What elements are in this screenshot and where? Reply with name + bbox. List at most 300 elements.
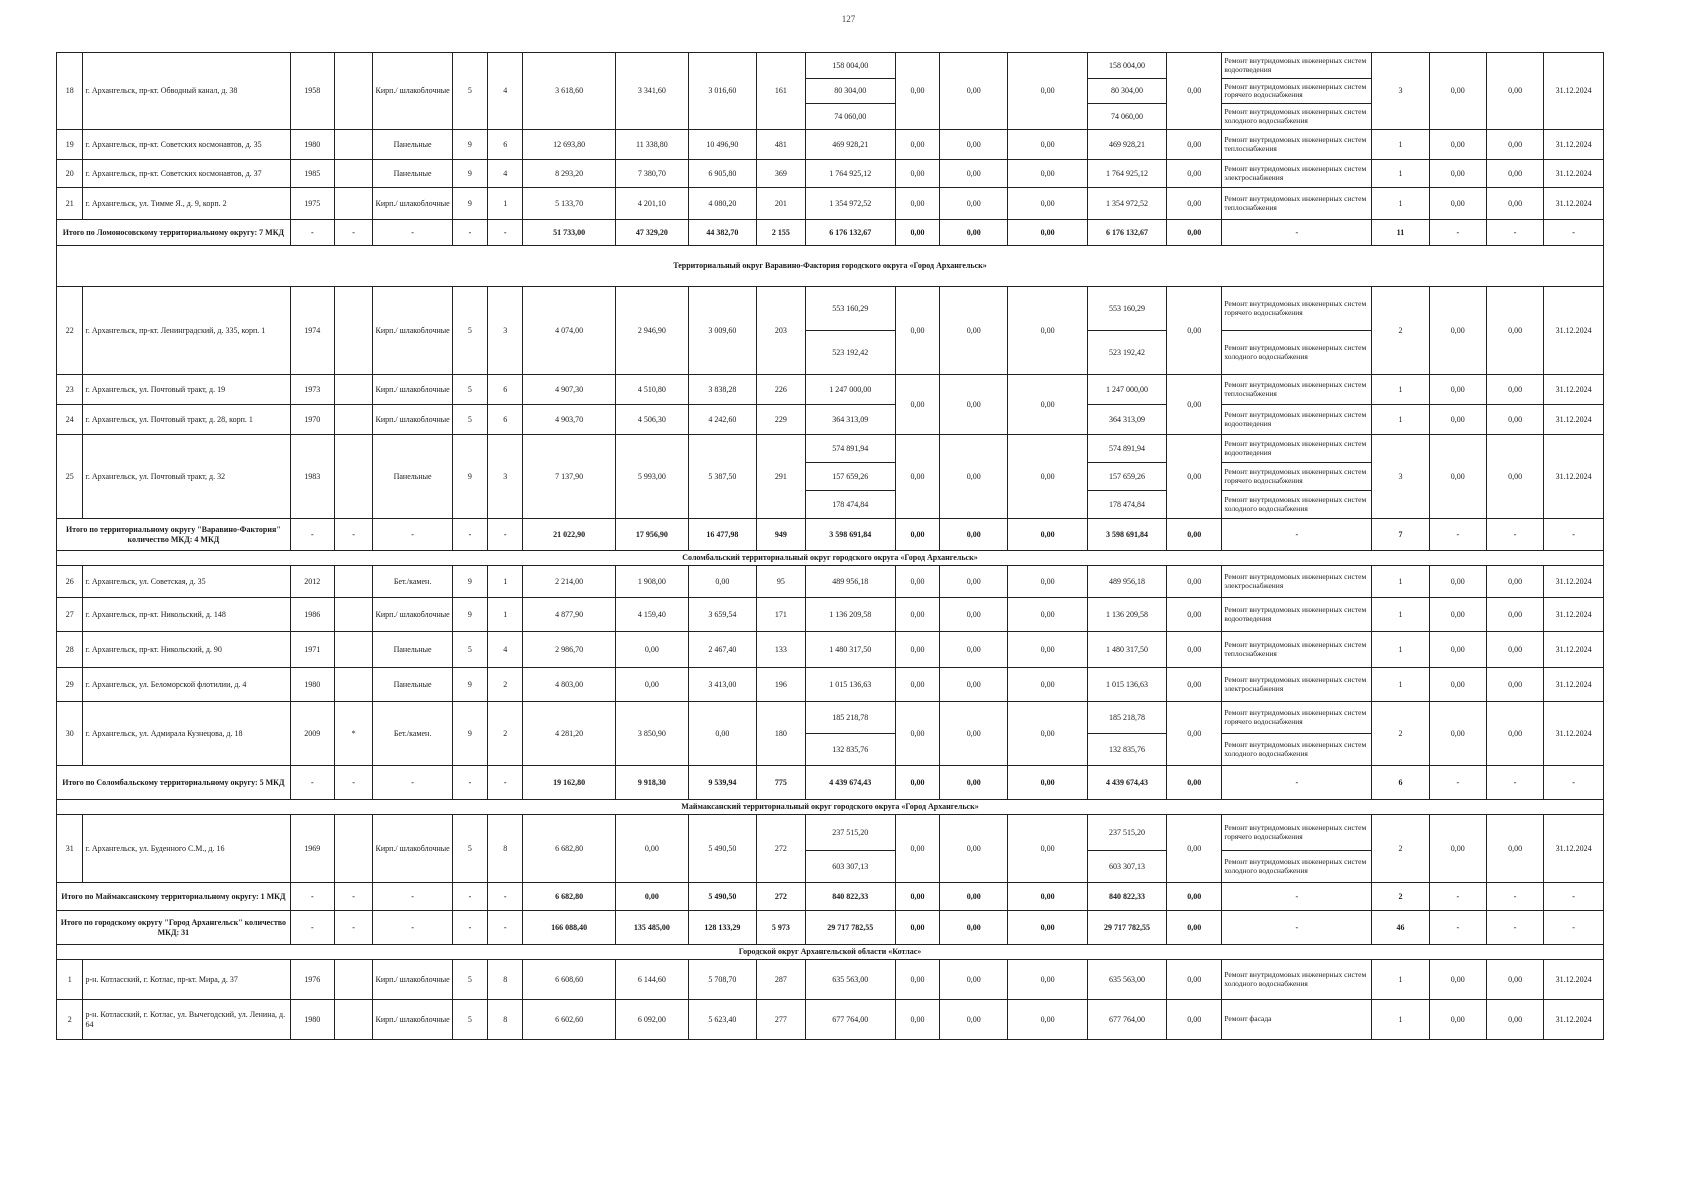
premises-area: 3 341,60	[615, 53, 688, 130]
cost: 80 304,00	[805, 79, 895, 104]
value-2: 0,00	[1486, 668, 1543, 702]
fund-local: 0,00	[1008, 375, 1087, 435]
work-type: Ремонт внутридомовых инженерных систем холодного водоснабжения	[1222, 331, 1372, 375]
fund-regional: 0,00	[940, 287, 1008, 375]
fund-federal: 0,00	[896, 960, 940, 1000]
work-type: Ремонт внутридомовых инженерных систем теплоснабжения	[1222, 188, 1372, 220]
fund-federal: 0,00	[896, 160, 940, 188]
other-funds: 0,00	[1167, 960, 1222, 1000]
year: 1970	[290, 405, 334, 435]
residential-area: 5 490,50	[688, 815, 756, 883]
fund-local: 0,00	[1008, 160, 1087, 188]
work-count: 1	[1372, 632, 1429, 668]
owners-funds: 178 474,84	[1087, 491, 1166, 519]
premises-area: 4 510,80	[615, 375, 688, 405]
residents: 171	[757, 598, 806, 632]
value-2: 0,00	[1486, 287, 1543, 375]
floors: 9	[452, 668, 487, 702]
owners-funds: 4 439 674,43	[1087, 766, 1166, 800]
premises-area: 4 201,10	[615, 188, 688, 220]
row-number: 30	[57, 702, 83, 766]
residential-area: 4 080,20	[688, 188, 756, 220]
owners-funds: 80 304,00	[1087, 79, 1166, 104]
other-funds: 0,00	[1167, 220, 1222, 246]
cost: 178 474,84	[805, 491, 895, 519]
fund-regional: 0,00	[940, 188, 1008, 220]
fund-regional: 0,00	[940, 815, 1008, 883]
cost: 1 354 972,52	[805, 188, 895, 220]
work-count: 7	[1372, 519, 1429, 551]
cost: 158 004,00	[805, 53, 895, 79]
dash: -	[1429, 766, 1486, 800]
work-type: Ремонт внутридомовых инженерных систем горячего водоснабжения	[1222, 702, 1372, 734]
residents: 95	[757, 566, 806, 598]
entrances: 8	[488, 960, 523, 1000]
total-area: 8 293,20	[523, 160, 616, 188]
fund-federal: 0,00	[896, 188, 940, 220]
year: 2009	[290, 702, 334, 766]
dash: -	[1486, 519, 1543, 551]
fund-local: 0,00	[1008, 632, 1087, 668]
dash: -	[334, 766, 373, 800]
residents: 949	[757, 519, 806, 551]
fund-local: 0,00	[1008, 883, 1087, 911]
value-2: 0,00	[1486, 960, 1543, 1000]
fund-regional: 0,00	[940, 883, 1008, 911]
other-funds: 0,00	[1167, 815, 1222, 883]
dash: -	[1222, 220, 1372, 246]
residents: 133	[757, 632, 806, 668]
wall-material: Кирп./ шлакоблочные	[373, 960, 452, 1000]
year: 1980	[290, 130, 334, 160]
entrances: 4	[488, 160, 523, 188]
deadline: 31.12.2024	[1544, 598, 1604, 632]
deadline: 31.12.2024	[1544, 815, 1604, 883]
dash: -	[373, 220, 452, 246]
other-funds: 0,00	[1167, 766, 1222, 800]
owners-funds: 553 160,29	[1087, 287, 1166, 331]
wall-material: Бет./камен.	[373, 702, 452, 766]
total-area: 5 133,70	[523, 188, 616, 220]
work-count: 1	[1372, 188, 1429, 220]
row-number: 24	[57, 405, 83, 435]
flag-cell	[334, 815, 373, 883]
fund-regional: 0,00	[940, 632, 1008, 668]
table-row	[57, 566, 1604, 598]
address: г. Архангельск, ул. Адмирала Кузнецова, д. 18	[83, 702, 290, 766]
table-row	[57, 375, 1604, 405]
fund-local: 0,00	[1008, 815, 1087, 883]
entrances: 1	[488, 566, 523, 598]
address: г. Архангельск, ул. Почтовый тракт, д. 19	[83, 375, 290, 405]
year: 1980	[290, 1000, 334, 1040]
cost: 4 439 674,43	[805, 766, 895, 800]
premises-area: 6 092,00	[615, 1000, 688, 1040]
residential-area: 10 496,90	[688, 130, 756, 160]
cost: 840 822,33	[805, 883, 895, 911]
floors: 9	[452, 160, 487, 188]
subtotal-label: Итого по Соломбальскому территориальному округу: 5 МКД	[57, 766, 291, 800]
flag-cell	[334, 632, 373, 668]
owners-funds: 523 192,42	[1087, 331, 1166, 375]
fund-local: 0,00	[1008, 668, 1087, 702]
floors: 5	[452, 1000, 487, 1040]
row-number: 22	[57, 287, 83, 375]
dash: -	[488, 220, 523, 246]
fund-local: 0,00	[1008, 220, 1087, 246]
fund-local: 0,00	[1008, 702, 1087, 766]
floors: 9	[452, 566, 487, 598]
owners-funds: 1 015 136,63	[1087, 668, 1166, 702]
owners-funds: 185 218,78	[1087, 702, 1166, 734]
owners-funds: 1 136 209,58	[1087, 598, 1166, 632]
dash: -	[1222, 911, 1372, 945]
flag-cell	[334, 566, 373, 598]
year: 1974	[290, 287, 334, 375]
wall-material: Кирп./ шлакоблочные	[373, 1000, 452, 1040]
work-type: Ремонт внутридомовых инженерных систем горячего водоснабжения	[1222, 815, 1372, 851]
flag-cell	[334, 405, 373, 435]
row-number: 23	[57, 375, 83, 405]
flag-cell	[334, 287, 373, 375]
subtotal-label: Итого по территориальному округу "Варавино-Фактория" количество МКД: 4 МКД	[57, 519, 291, 551]
section-row	[57, 945, 1604, 960]
row-number: 27	[57, 598, 83, 632]
owners-funds: 1 480 317,50	[1087, 632, 1166, 668]
table-row	[57, 160, 1604, 188]
fund-regional: 0,00	[940, 566, 1008, 598]
cost: 1 764 925,12	[805, 160, 895, 188]
year: 1986	[290, 598, 334, 632]
owners-funds: 364 313,09	[1087, 405, 1166, 435]
residential-area: 128 133,29	[688, 911, 756, 945]
address: р-н. Котласский, г. Котлас, ул. Вычегодский, ул. Ленина, д. 64	[83, 1000, 290, 1040]
other-funds: 0,00	[1167, 519, 1222, 551]
wall-material: Кирп./ шлакоблочные	[373, 598, 452, 632]
dash: -	[1429, 519, 1486, 551]
section-row	[57, 246, 1604, 287]
flag-cell	[334, 160, 373, 188]
total-area: 166 088,40	[523, 911, 616, 945]
dash: -	[334, 220, 373, 246]
work-type: Ремонт внутридомовых инженерных систем водоотведения	[1222, 53, 1372, 79]
fund-federal: 0,00	[896, 287, 940, 375]
residential-area: 5 387,50	[688, 435, 756, 519]
table-row	[57, 598, 1604, 632]
residential-area: 44 382,70	[688, 220, 756, 246]
cost: 635 563,00	[805, 960, 895, 1000]
total-area: 4 877,90	[523, 598, 616, 632]
fund-local: 0,00	[1008, 566, 1087, 598]
row-number: 1	[57, 960, 83, 1000]
work-type: Ремонт внутридомовых инженерных систем электроснабжения	[1222, 668, 1372, 702]
residents: 287	[757, 960, 806, 1000]
dash: -	[452, 911, 487, 945]
cost: 6 176 132,67	[805, 220, 895, 246]
premises-area: 4 159,40	[615, 598, 688, 632]
wall-material: Панельные	[373, 632, 452, 668]
cost: 469 928,21	[805, 130, 895, 160]
premises-area: 0,00	[615, 815, 688, 883]
year: 1983	[290, 435, 334, 519]
address: г. Архангельск, пр-кт. Ленинградский, д. 335, корп. 1	[83, 287, 290, 375]
work-type: Ремонт внутридомовых инженерных систем холодного водоснабжения	[1222, 104, 1372, 130]
dash: -	[290, 911, 334, 945]
work-type: Ремонт внутридомовых инженерных систем теплоснабжения	[1222, 632, 1372, 668]
value-1: 0,00	[1429, 435, 1486, 519]
dash: -	[334, 519, 373, 551]
entrances: 3	[488, 435, 523, 519]
wall-material: Кирп./ шлакоблочные	[373, 287, 452, 375]
residents: 161	[757, 53, 806, 130]
flag-cell	[334, 130, 373, 160]
section-row	[57, 800, 1604, 815]
other-funds: 0,00	[1167, 375, 1222, 435]
work-count: 1	[1372, 668, 1429, 702]
fund-federal: 0,00	[896, 911, 940, 945]
entrances: 4	[488, 632, 523, 668]
work-type: Ремонт внутридомовых инженерных систем холодного водоснабжения	[1222, 960, 1372, 1000]
floors: 5	[452, 405, 487, 435]
premises-area: 9 918,30	[615, 766, 688, 800]
table-row	[57, 1000, 1604, 1040]
deadline: 31.12.2024	[1544, 435, 1604, 519]
fund-local: 0,00	[1008, 1000, 1087, 1040]
dash: -	[1222, 883, 1372, 911]
work-count: 1	[1372, 960, 1429, 1000]
address: г. Архангельск, ул. Почтовый тракт, д. 28, корп. 1	[83, 405, 290, 435]
total-area: 6 608,60	[523, 960, 616, 1000]
premises-area: 4 506,30	[615, 405, 688, 435]
residential-area: 3 413,00	[688, 668, 756, 702]
residents: 775	[757, 766, 806, 800]
work-type: Ремонт внутридомовых инженерных систем холодного водоснабжения	[1222, 491, 1372, 519]
fund-federal: 0,00	[896, 220, 940, 246]
fund-regional: 0,00	[940, 598, 1008, 632]
fund-local: 0,00	[1008, 188, 1087, 220]
floors: 9	[452, 130, 487, 160]
fund-regional: 0,00	[940, 668, 1008, 702]
work-count: 1	[1372, 130, 1429, 160]
total-row	[57, 911, 1604, 945]
year: 1969	[290, 815, 334, 883]
wall-material: Кирп./ шлакоблочные	[373, 405, 452, 435]
work-type: Ремонт внутридомовых инженерных систем горячего водоснабжения	[1222, 463, 1372, 491]
deadline: 31.12.2024	[1544, 405, 1604, 435]
fund-regional: 0,00	[940, 130, 1008, 160]
cost: 364 313,09	[805, 405, 895, 435]
premises-area: 6 144,60	[615, 960, 688, 1000]
row-number: 20	[57, 160, 83, 188]
dash: -	[1429, 883, 1486, 911]
wall-material: Кирп./ шлакоблочные	[373, 375, 452, 405]
section-title: Маймаксанский территориальный округ городского округа «Город Архангельск»	[57, 800, 1604, 815]
year: 1958	[290, 53, 334, 130]
fund-federal: 0,00	[896, 632, 940, 668]
fund-regional: 0,00	[940, 519, 1008, 551]
wall-material: Кирп./ шлакоблочные	[373, 188, 452, 220]
work-count: 46	[1372, 911, 1429, 945]
row-number: 18	[57, 53, 83, 130]
total-area: 19 162,80	[523, 766, 616, 800]
owners-funds: 158 004,00	[1087, 53, 1166, 79]
fund-regional: 0,00	[940, 766, 1008, 800]
table-row	[57, 130, 1604, 160]
residents: 226	[757, 375, 806, 405]
fund-local: 0,00	[1008, 435, 1087, 519]
dash: -	[290, 766, 334, 800]
work-count: 2	[1372, 702, 1429, 766]
table-row	[57, 287, 1604, 331]
table-row	[57, 188, 1604, 220]
work-count: 2	[1372, 287, 1429, 375]
owners-funds: 29 717 782,55	[1087, 911, 1166, 945]
value-1: 0,00	[1429, 960, 1486, 1000]
fund-regional: 0,00	[940, 160, 1008, 188]
dash: -	[452, 220, 487, 246]
deadline: 31.12.2024	[1544, 53, 1604, 130]
entrances: 2	[488, 702, 523, 766]
address: г. Архангельск, пр-кт. Обводный канал, д. 38	[83, 53, 290, 130]
work-type: Ремонт внутридомовых инженерных систем теплоснабжения	[1222, 375, 1372, 405]
cost: 574 891,94	[805, 435, 895, 463]
owners-funds: 1 247 000,00	[1087, 375, 1166, 405]
fund-local: 0,00	[1008, 960, 1087, 1000]
table-row	[57, 435, 1604, 463]
premises-area: 0,00	[615, 632, 688, 668]
work-count: 6	[1372, 766, 1429, 800]
total-label: Итого по городскому округу "Город Архангельск" количество МКД: 31	[57, 911, 291, 945]
cost: 523 192,42	[805, 331, 895, 375]
table-row	[57, 668, 1604, 702]
value-2: 0,00	[1486, 632, 1543, 668]
subtotal-label: Итого по Ломоносовскому территориальному округу: 7 МКД	[57, 220, 291, 246]
residential-area: 5 708,70	[688, 960, 756, 1000]
residents: 201	[757, 188, 806, 220]
work-type: Ремонт внутридомовых инженерных систем водоотведения	[1222, 435, 1372, 463]
work-type: Ремонт внутридомовых инженерных систем холодного водоснабжения	[1222, 851, 1372, 883]
dash: -	[1544, 220, 1604, 246]
owners-funds: 3 598 691,84	[1087, 519, 1166, 551]
residents: 369	[757, 160, 806, 188]
section-title: Городской округ Архангельской области «Котлас»	[57, 945, 1604, 960]
cost: 603 307,13	[805, 851, 895, 883]
premises-area: 0,00	[615, 668, 688, 702]
wall-material: Панельные	[373, 668, 452, 702]
residential-area: 3 016,60	[688, 53, 756, 130]
work-type: Ремонт внутридомовых инженерных систем водоотведения	[1222, 598, 1372, 632]
entrances: 1	[488, 598, 523, 632]
total-area: 6 682,80	[523, 815, 616, 883]
address: г. Архангельск, ул. Почтовый тракт, д. 32	[83, 435, 290, 519]
dash: -	[452, 883, 487, 911]
total-area: 21 022,90	[523, 519, 616, 551]
row-number: 31	[57, 815, 83, 883]
deadline: 31.12.2024	[1544, 960, 1604, 1000]
value-1: 0,00	[1429, 53, 1486, 130]
wall-material: Кирп./ шлакоблочные	[373, 53, 452, 130]
owners-funds: 74 060,00	[1087, 104, 1166, 130]
premises-area: 0,00	[615, 883, 688, 911]
owners-funds: 603 307,13	[1087, 851, 1166, 883]
value-1: 0,00	[1429, 702, 1486, 766]
owners-funds: 157 659,26	[1087, 463, 1166, 491]
cost: 157 659,26	[805, 463, 895, 491]
cost: 489 956,18	[805, 566, 895, 598]
floors: 5	[452, 375, 487, 405]
value-2: 0,00	[1486, 188, 1543, 220]
fund-federal: 0,00	[896, 598, 940, 632]
other-funds: 0,00	[1167, 160, 1222, 188]
work-count: 2	[1372, 883, 1429, 911]
residents: 196	[757, 668, 806, 702]
wall-material: Бет./камен.	[373, 566, 452, 598]
residential-area: 2 467,40	[688, 632, 756, 668]
fund-federal: 0,00	[896, 766, 940, 800]
entrances: 6	[488, 375, 523, 405]
cost: 677 764,00	[805, 1000, 895, 1040]
value-2: 0,00	[1486, 130, 1543, 160]
fund-federal: 0,00	[896, 1000, 940, 1040]
value-1: 0,00	[1429, 668, 1486, 702]
entrances: 1	[488, 188, 523, 220]
value-2: 0,00	[1486, 160, 1543, 188]
deadline: 31.12.2024	[1544, 188, 1604, 220]
work-count: 11	[1372, 220, 1429, 246]
work-type: Ремонт внутридомовых инженерных систем горячего водоснабжения	[1222, 287, 1372, 331]
floors: 9	[452, 702, 487, 766]
work-count: 1	[1372, 405, 1429, 435]
address: г. Архангельск, ул. Беломорской флотилии, д. 4	[83, 668, 290, 702]
other-funds: 0,00	[1167, 598, 1222, 632]
dash: -	[1486, 883, 1543, 911]
residential-area: 5 623,40	[688, 1000, 756, 1040]
dash: -	[488, 519, 523, 551]
flag-cell	[334, 53, 373, 130]
work-type: Ремонт внутридомовых инженерных систем теплоснабжения	[1222, 130, 1372, 160]
dash: -	[1222, 519, 1372, 551]
deadline: 31.12.2024	[1544, 668, 1604, 702]
residential-area: 4 242,60	[688, 405, 756, 435]
dash: -	[1222, 766, 1372, 800]
dash: -	[1486, 220, 1543, 246]
premises-area: 17 956,90	[615, 519, 688, 551]
other-funds: 0,00	[1167, 130, 1222, 160]
dash: -	[290, 519, 334, 551]
fund-regional: 0,00	[940, 960, 1008, 1000]
fund-federal: 0,00	[896, 668, 940, 702]
residents: 2 155	[757, 220, 806, 246]
work-count: 1	[1372, 160, 1429, 188]
value-1: 0,00	[1429, 815, 1486, 883]
value-1: 0,00	[1429, 405, 1486, 435]
fund-regional: 0,00	[940, 702, 1008, 766]
fund-regional: 0,00	[940, 53, 1008, 130]
value-1: 0,00	[1429, 188, 1486, 220]
flag-cell	[334, 668, 373, 702]
section-title: Территориальный округ Варавино-Фактория городского округа «Город Архангельск»	[57, 246, 1604, 287]
value-2: 0,00	[1486, 566, 1543, 598]
cost: 3 598 691,84	[805, 519, 895, 551]
owners-funds: 489 956,18	[1087, 566, 1166, 598]
table-row	[57, 53, 1604, 79]
work-count: 1	[1372, 598, 1429, 632]
fund-regional: 0,00	[940, 220, 1008, 246]
work-type: Ремонт внутридомовых инженерных систем водоотведения	[1222, 405, 1372, 435]
row-number: 25	[57, 435, 83, 519]
value-1: 0,00	[1429, 375, 1486, 405]
address: г. Архангельск, пр-кт. Советских космонавтов, д. 35	[83, 130, 290, 160]
